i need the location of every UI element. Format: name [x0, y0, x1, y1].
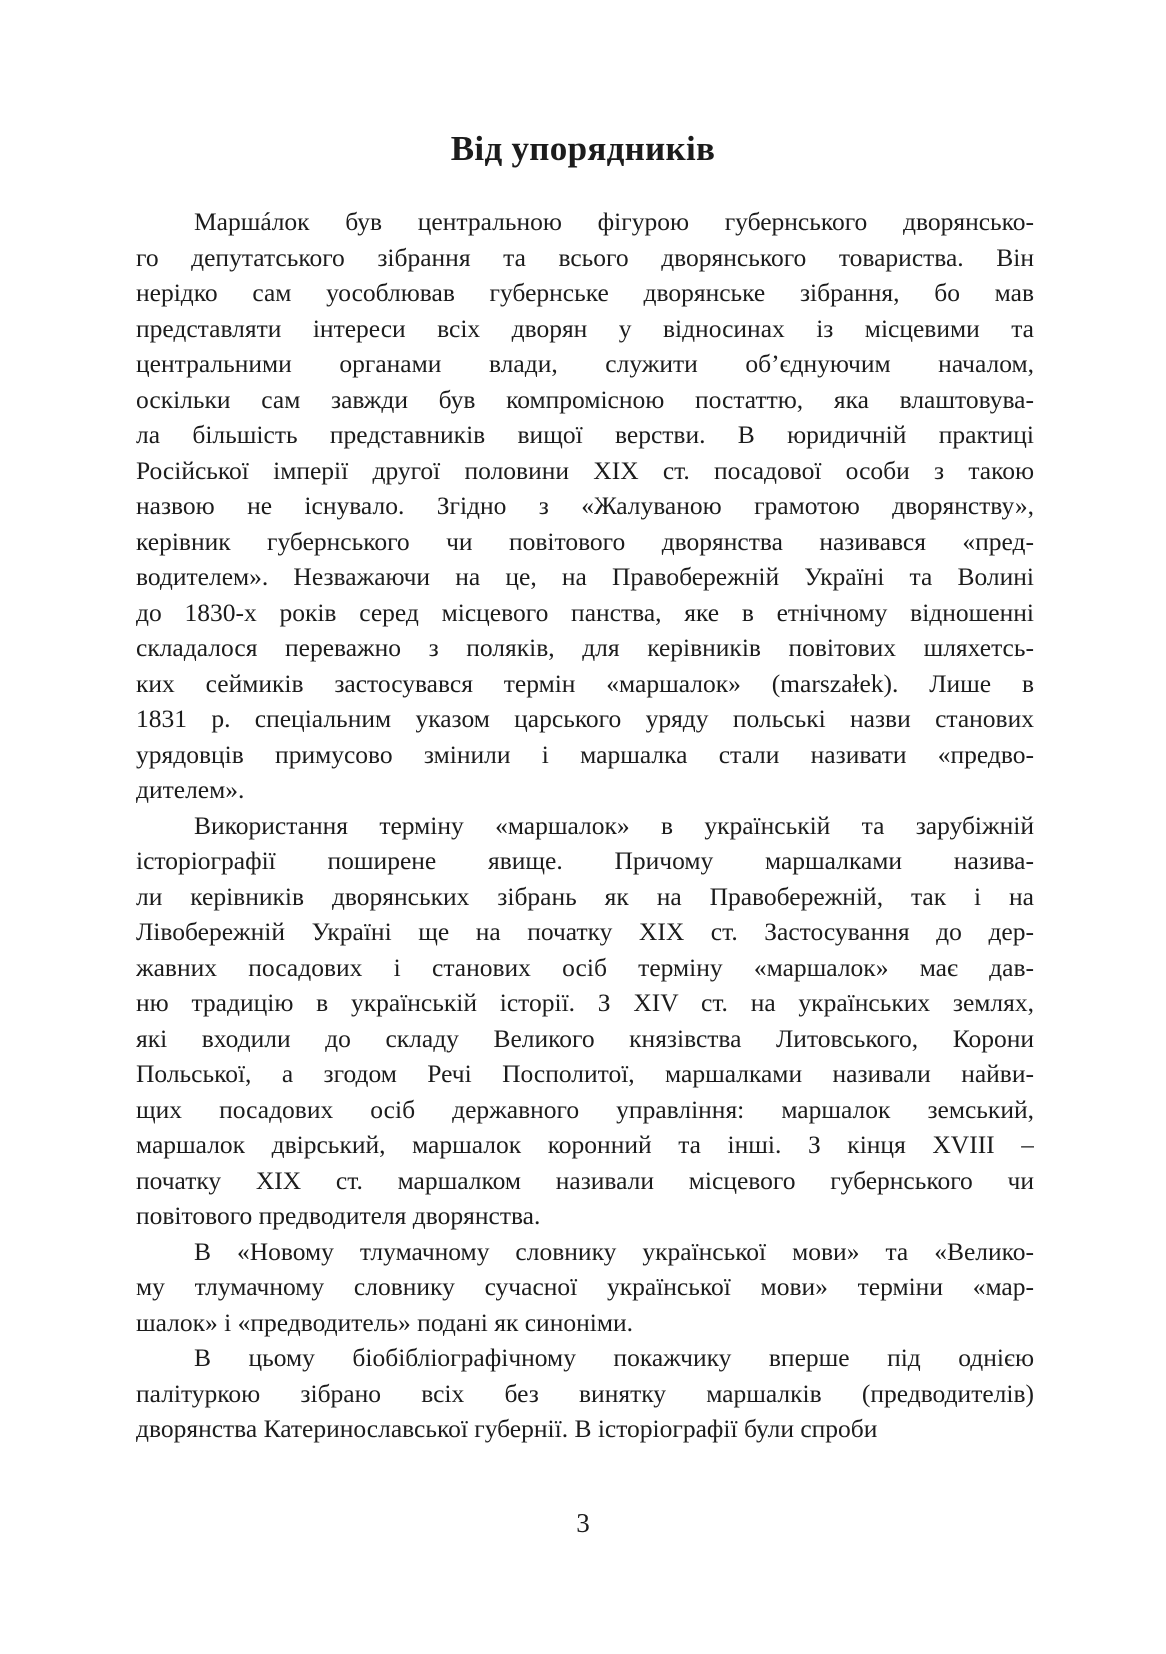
text-line: Маршáлок був центральною фігурою губернського дворянсько-: [194, 207, 1034, 236]
text-line: дворянства Катеринославської губернії. В історіографії були спроби: [136, 1414, 878, 1443]
text-line: шалок» і «предводитель» подані як синоніми.: [136, 1307, 633, 1337]
body-text: [136, 204, 1034, 1447]
text-line: Польської, а згодом Речі Посполитої, маршалками називали найви-: [136, 1059, 1034, 1088]
text-line: маршалок двірський, маршалок коронний та інші. З кінця XVIII –: [136, 1130, 1034, 1159]
text-line: ла більшість представників вищої верстви. В юридичній практиці: [136, 420, 1034, 449]
text-line: ких сеймиків застосувався термін «маршалок» (marszałek). Лише в: [136, 668, 1034, 698]
text-line: початку ХІХ ст. маршалком називали місцевого губернського чи: [136, 1165, 1034, 1195]
text-line: історіографії поширене явище. Причому маршалками назива-: [136, 846, 1034, 875]
text-line: 1831 р. спеціальним указом царського уряду польські назви станових: [136, 704, 1034, 733]
text-line: нерідко сам уособлював губернське дворянське зібрання, бо мав: [136, 278, 1034, 307]
text-line: до 1830-х років серед місцевого панства, яке в етнічному відношенні: [136, 597, 1034, 627]
text-line: му тлумачному словнику сучасної української мови» терміни «мар-: [136, 1272, 1034, 1301]
text-line: палітуркою зібрано всіх без винятку маршалків (предводителів): [136, 1378, 1034, 1408]
page-title: Від упорядників: [450, 129, 716, 168]
text-line: ли керівників дворянських зібрань як на Правобережній, так і на: [136, 881, 1034, 911]
page-number: 3: [576, 1508, 590, 1538]
paragraph: [136, 204, 1034, 808]
text-line: водителем». Незважаючи на це, на Правобережній Україні та Волині: [136, 562, 1034, 591]
text-line: центральними органами влади, служити об’єднуючим началом,: [136, 349, 1034, 378]
text-line: повітового предводителя дворянства.: [136, 1201, 541, 1230]
text-line: жавних посадових і станових осіб терміну «маршалок» має дав-: [136, 952, 1034, 982]
paragraph: [136, 808, 1034, 1234]
text-line: щих посадових осіб державного управління: маршалок земський,: [136, 1094, 1034, 1124]
text-line: В «Новому тлумачному словнику української мови» та «Велико-: [194, 1236, 1034, 1266]
paragraph: [136, 1234, 1034, 1341]
text-line: складалося переважно з поляків, для керівників повітових шляхетсь-: [136, 633, 1034, 662]
text-line: В цьому біобібліографічному покажчику вперше під однією: [194, 1343, 1034, 1372]
text-line: Лівобережній Україні ще на початку ХІХ ст. Застосування до дер-: [136, 917, 1034, 946]
text-line: оскільки сам завжди був компромісною постаттю, яка влаштовува-: [136, 384, 1034, 414]
text-line: ню традицію в українській історії. З XIV ст. на українських землях,: [136, 988, 1034, 1017]
text-line: Використання терміну «маршалок» в українській та зарубіжній: [194, 810, 1034, 840]
text-line: го депутатського зібрання та всього дворянського товариства. Він: [136, 242, 1034, 272]
paragraph: [136, 1340, 1034, 1447]
text-line: Російської імперії другої половини ХІХ ст. посадової особи з такою: [136, 455, 1034, 485]
text-line: урядовців примусово змінили і маршалка стали називати «предво-: [136, 739, 1034, 769]
text-line: назвою не існувало. Згідно з «Жалуваною грамотою дворянству»,: [136, 491, 1034, 520]
text-line: представляти інтереси всіх дворян у відносинах із місцевими та: [136, 313, 1034, 343]
text-line: дителем».: [136, 775, 245, 804]
text-line: керівник губернського чи повітового дворянства називався «пред-: [136, 526, 1034, 556]
text-line: які входили до складу Великого князівства Литовського, Корони: [136, 1023, 1034, 1053]
